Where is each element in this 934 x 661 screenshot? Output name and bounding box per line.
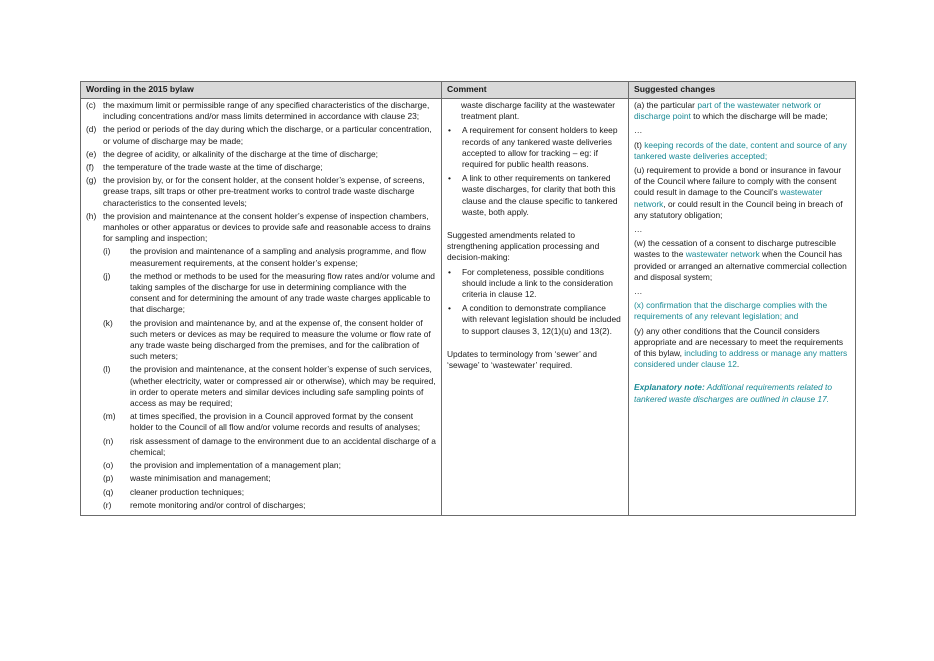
clause-text: the maximum limit or permissible range of any specified characteristics of the discharge, including concentrations and/or mass limits determined in accordance with clause 23; — [103, 100, 430, 122]
change-clause-a: (a) the particular part of the wastewater network or discharge point to which the discharge will be made; — [634, 100, 828, 122]
change-t-highlight: keeping records of the date, content and source of any tankered waste deliveries accepted; — [634, 139, 847, 161]
clause-label: (c) — [86, 100, 96, 110]
ellipsis: … — [634, 286, 643, 297]
comment-terminology: Updates to terminology from ‘sewer’ and ‘sewage’ to ‘wastewater’ required. — [447, 348, 597, 371]
clause-text: the provision and maintenance of a sampling and analysis programme, and flow measurement requirements, at the consent holder’s expense; — [130, 246, 427, 268]
header-suggested-changes: Suggested changes — [629, 82, 856, 99]
change-u-highlight: wastewater network — [634, 187, 823, 209]
clause-item — [86, 100, 436, 122]
clause-label: (e) — [86, 148, 97, 159]
clause-text: the provision by, or for the consent holder, at the consent holder’s expense, of screens, grease traps, silt traps or other pre-treatment works to control trade waste discharge characteristics to the consented levels; — [103, 175, 425, 208]
clause-text: remote monitoring and/or control of discharges; — [130, 499, 306, 510]
clause-label: (f) — [86, 162, 94, 173]
suggested-changes-cell — [629, 99, 856, 516]
clause-item — [86, 149, 436, 160]
clause-label: (j) — [103, 270, 111, 281]
comment-bullet-text: A requirement for consent holders to keep records of any tankered waste deliveries accepted to allow for tracking – eg: if required for public health reasons. — [462, 125, 618, 170]
change-a-highlight: part of the wastewater network or discharge point — [634, 100, 822, 122]
ellipsis: … — [634, 125, 643, 136]
comment-bullet-text: For completeness, possible conditions should include a link to the consideration criteria in clause 12. — [462, 266, 613, 300]
clause-text: at times specified, the provision in a Council approved format by the consent holder to the Council of all flow and/or volume records and results of analyses; — [130, 411, 421, 433]
clause-text: risk assessment of damage to the environment due to an accidental discharge of a chemical; — [130, 435, 436, 457]
header-wording: Wording in the 2015 bylaw — [81, 82, 442, 99]
change-w-highlight: wastewater network — [685, 249, 760, 260]
table-row — [81, 99, 856, 516]
clause-item — [86, 175, 436, 209]
bullet-icon: • — [448, 173, 451, 184]
comment-bullet — [447, 125, 623, 170]
clause-text: the provision and maintenance by, and at the expense of, the consent holder of such meters or devices as may be required to measure the volume or flow rate of any trade waste being discharged from the premises, and for the calibration of such meters; — [130, 317, 431, 362]
clause-label: (k) — [103, 317, 113, 328]
clause-text: the period or periods of the day during which the discharge, or a particular concentration, or volume of discharge may be made; — [103, 124, 432, 146]
comment-bullet — [447, 267, 623, 301]
clause-label: (r) — [103, 499, 112, 510]
change-clause-y: (y) any other conditions that the Council considers appropriate and are necessary to meet the requirements of this bylaw, including to address or manage any matters considered under clause 12. — [634, 325, 848, 370]
change-clause-t: (t) keeping records of the date, content and source of any tankered waste deliveries accepted; — [634, 139, 847, 161]
subclause-item — [86, 246, 436, 268]
explanatory-note: Explanatory note: Additional requirements related to tankered waste discharges are outlined in clause 17. — [634, 382, 832, 404]
comment-bullet — [447, 173, 623, 218]
clause-label: (o) — [103, 460, 114, 471]
change-clause-u: (u) requirement to provide a bond or insurance in favour of the Council where failure to comply with the consent could result in damage to the Council’s wastewater network, or could result in the Council being in breach of any statutory obligation; — [634, 165, 843, 220]
subclause-item — [86, 364, 436, 409]
subclause-item — [86, 473, 436, 484]
comment-continued: waste discharge facility at the wastewater treatment plant. — [461, 100, 616, 122]
comment-cell — [442, 99, 629, 516]
clause-label: (l) — [103, 364, 111, 375]
bullet-icon: • — [448, 303, 451, 314]
subclause-item — [86, 318, 436, 363]
clause-text: the provision and maintenance at the consent holder’s expense of inspection chambers, manholes or other apparatus or devices to provide safe and reasonable access to drains for sampling and inspection; — [103, 210, 431, 244]
wording-subclause-list — [86, 246, 436, 510]
clause-label: (h) — [86, 210, 97, 221]
change-y-highlight: including to address or manage any matters considered under clause 12 — [634, 348, 848, 370]
clause-item — [86, 211, 436, 245]
comment-bullet-text: A link to other requirements on tankered waste discharges, for clarity that both this clause and the clause specific to tankered waste, both apply. — [462, 173, 618, 217]
clause-text: the provision and implementation of a management plan; — [130, 460, 341, 471]
subclause-item — [86, 487, 436, 498]
clause-label: (g) — [86, 175, 97, 186]
comment-bullet — [447, 303, 623, 337]
bullet-icon: • — [448, 125, 451, 136]
clause-item — [86, 124, 436, 146]
clause-item — [86, 162, 436, 173]
clause-text: waste minimisation and management; — [130, 473, 271, 484]
bullet-icon: • — [448, 266, 451, 277]
change-clause-w: (w) the cessation of a consent to discharge putrescible wastes to the wastewater network when the Council has provided or arranged an alternative commercial collection and disposal system; — [634, 238, 847, 282]
wording-clause-list — [86, 100, 436, 244]
clause-label: (i) — [103, 246, 111, 257]
clause-label: (q) — [103, 486, 114, 497]
clause-label: (m) — [103, 411, 116, 422]
subclause-item — [86, 271, 436, 316]
clause-text: the degree of acidity, or alkalinity of the discharge at the time of discharge; — [103, 148, 378, 159]
subclause-item — [86, 500, 436, 511]
subclause-item — [86, 460, 436, 471]
subclause-item — [86, 436, 436, 458]
clause-label: (d) — [86, 124, 97, 135]
comment-bullet-text: A condition to demonstrate compliance with relevant legislation should be included to support clauses 3, 12(1)(u) and 13(2). — [462, 303, 621, 336]
clause-text: cleaner production techniques; — [130, 486, 245, 497]
bylaw-comparison-table — [80, 81, 856, 516]
clause-label: (n) — [103, 435, 114, 446]
comment-amendments-intro: Suggested amendments related to strengthening application processing and decision-making: — [447, 230, 600, 263]
clause-text: the method or methods to be used for the measuring flow rates and/or volume and taking samples of the discharge for use in determining compliance with the consent and for determining the amount of any trade waste charges applicable to that discharge; — [130, 270, 435, 315]
header-comment: Comment — [442, 82, 629, 99]
clause-text: the provision and maintenance, at the consent holder’s expense of such services, (whether electricity, water or compressed air or otherwise), which may be required, in order to operate meters and similar devices including safe sampling points of access as may be required; — [130, 364, 436, 409]
ellipsis: … — [634, 224, 643, 235]
subclause-item — [86, 411, 436, 433]
table-header-row — [81, 82, 856, 99]
clause-label: (p) — [103, 473, 114, 484]
change-clause-x: (x) confirmation that the discharge complies with the requirements of any relevant legislation; and — [634, 300, 828, 322]
wording-cell — [81, 99, 442, 516]
clause-text: the temperature of the trade waste at the time of discharge; — [103, 162, 323, 173]
